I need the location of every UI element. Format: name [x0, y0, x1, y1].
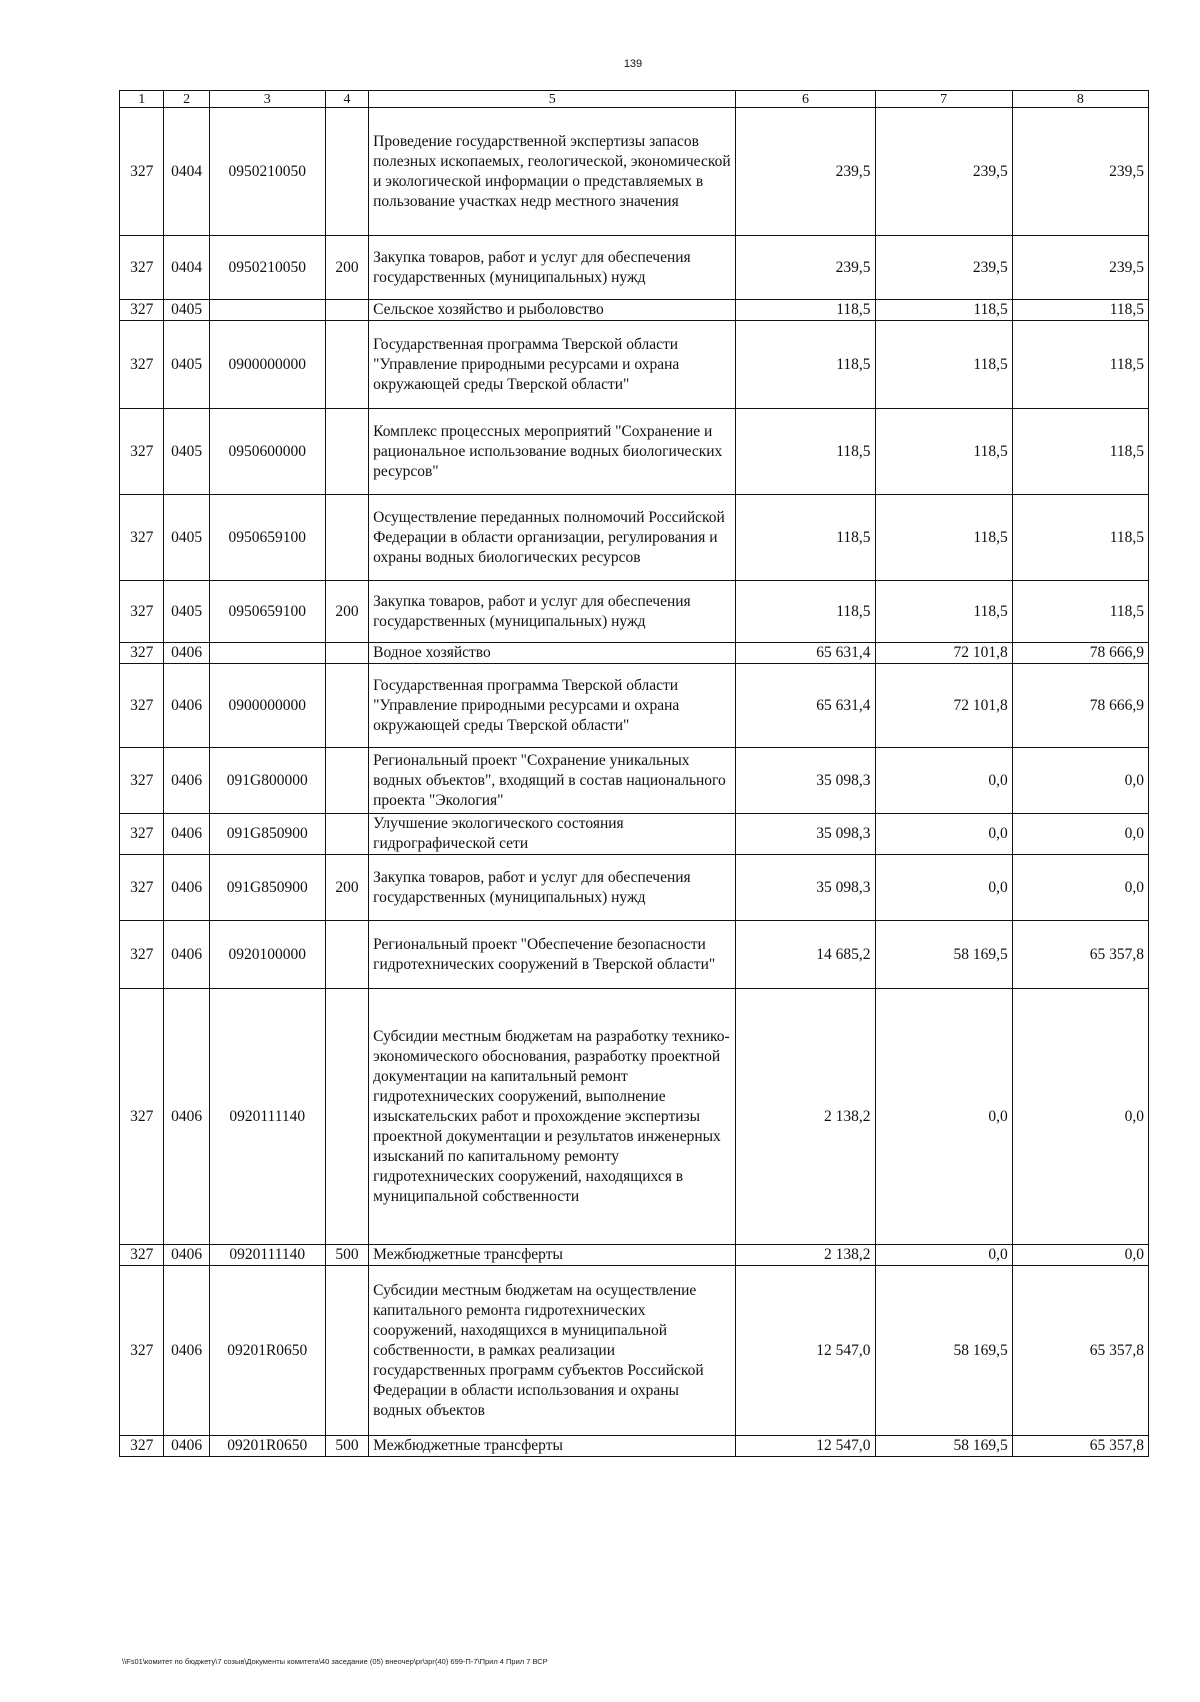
table-row — [120, 814, 1149, 855]
table-row — [120, 236, 1149, 300]
cell-expense-type: 500 — [325, 1436, 368, 1457]
cell-year-3: 65 357,8 — [1012, 921, 1148, 989]
cell-section: 0406 — [164, 921, 209, 989]
cell-target-article: 091G800000 — [209, 748, 325, 814]
cell-year-2: 0,0 — [875, 748, 1012, 814]
cell-ministry: 327 — [120, 664, 164, 748]
cell-section: 0406 — [164, 1436, 209, 1457]
cell-description: Межбюджетные трансферты — [369, 1245, 736, 1266]
cell-ministry: 327 — [120, 1266, 164, 1436]
table-row — [120, 748, 1149, 814]
cell-ministry: 327 — [120, 748, 164, 814]
table-row — [120, 855, 1149, 921]
cell-description: Государственная программа Тверской области "Управление природными ресурсами и охрана окружающей среды Тверской области" — [369, 321, 736, 409]
cell-year-3: 78 666,9 — [1012, 643, 1148, 664]
table-row — [120, 664, 1149, 748]
header-col-5: 5 — [369, 91, 736, 108]
cell-description: Осуществление переданных полномочий Российской Федерации в области организации, регулирования и охраны водных биологических ресурсов — [369, 495, 736, 581]
cell-year-1: 118,5 — [736, 321, 875, 409]
cell-expense-type — [325, 1266, 368, 1436]
cell-expense-type — [325, 108, 368, 236]
table-row — [120, 921, 1149, 989]
cell-description: Региональный проект "Сохранение уникальных водных объектов", входящий в состав национального проекта "Экология" — [369, 748, 736, 814]
cell-year-1: 12 547,0 — [736, 1436, 875, 1457]
cell-description: Субсидии местным бюджетам на осуществление капитального ремонта гидротехнических сооружений, находящихся в муниципальной собственности, в рамках реализации государственных программ субъектов Российской Федерации в области использования и охраны водных объектов — [369, 1266, 736, 1436]
cell-year-2: 58 169,5 — [875, 921, 1012, 989]
cell-ministry: 327 — [120, 921, 164, 989]
cell-expense-type: 200 — [325, 855, 368, 921]
cell-year-3: 118,5 — [1012, 495, 1148, 581]
cell-expense-type — [325, 495, 368, 581]
table-row — [120, 1436, 1149, 1457]
table-row — [120, 300, 1149, 321]
cell-description: Закупка товаров, работ и услуг для обеспечения государственных (муниципальных) нужд — [369, 236, 736, 300]
cell-ministry: 327 — [120, 108, 164, 236]
cell-section: 0404 — [164, 108, 209, 236]
cell-expense-type: 200 — [325, 581, 368, 643]
cell-target-article: 0920111140 — [209, 1245, 325, 1266]
cell-expense-type — [325, 300, 368, 321]
cell-target-article: 0950210050 — [209, 236, 325, 300]
cell-year-3: 118,5 — [1012, 581, 1148, 643]
cell-expense-type — [325, 989, 368, 1245]
cell-year-1: 2 138,2 — [736, 989, 875, 1245]
cell-year-1: 118,5 — [736, 495, 875, 581]
cell-section: 0405 — [164, 581, 209, 643]
cell-year-1: 65 631,4 — [736, 643, 875, 664]
cell-ministry: 327 — [120, 814, 164, 855]
cell-year-1: 35 098,3 — [736, 855, 875, 921]
cell-target-article: 0950600000 — [209, 409, 325, 495]
cell-year-2: 118,5 — [875, 300, 1012, 321]
cell-target-article: 09201R0650 — [209, 1436, 325, 1457]
cell-ministry: 327 — [120, 989, 164, 1245]
cell-year-2: 118,5 — [875, 581, 1012, 643]
cell-year-2: 118,5 — [875, 495, 1012, 581]
cell-section: 0405 — [164, 300, 209, 321]
cell-section: 0406 — [164, 1266, 209, 1436]
cell-description: Закупка товаров, работ и услуг для обеспечения государственных (муниципальных) нужд — [369, 581, 736, 643]
cell-year-1: 239,5 — [736, 236, 875, 300]
cell-target-article: 091G850900 — [209, 814, 325, 855]
cell-target-article: 0900000000 — [209, 664, 325, 748]
cell-year-2: 72 101,8 — [875, 664, 1012, 748]
header-col-3: 3 — [209, 91, 325, 108]
cell-ministry: 327 — [120, 321, 164, 409]
header-col-6: 6 — [736, 91, 875, 108]
cell-section: 0406 — [164, 1245, 209, 1266]
cell-section: 0406 — [164, 855, 209, 921]
table-row — [120, 409, 1149, 495]
cell-expense-type: 200 — [325, 236, 368, 300]
cell-year-3: 118,5 — [1012, 409, 1148, 495]
cell-target-article — [209, 300, 325, 321]
cell-description: Водное хозяйство — [369, 643, 736, 664]
cell-section: 0406 — [164, 989, 209, 1245]
footer-file-path: \\Fs01\комитет по бюджету\7 созыв\Документы комитета\40 заседание (05) внеочер\pr\зрг(40) 699-П-7\Прил 4 Прил 7 ВСР — [122, 1657, 548, 1666]
cell-expense-type — [325, 664, 368, 748]
cell-year-2: 239,5 — [875, 108, 1012, 236]
cell-expense-type: 500 — [325, 1245, 368, 1266]
cell-year-3: 0,0 — [1012, 1245, 1148, 1266]
cell-ministry: 327 — [120, 581, 164, 643]
cell-description: Закупка товаров, работ и услуг для обеспечения государственных (муниципальных) нужд — [369, 855, 736, 921]
cell-year-2: 0,0 — [875, 989, 1012, 1245]
cell-year-1: 35 098,3 — [736, 748, 875, 814]
cell-year-3: 65 357,8 — [1012, 1266, 1148, 1436]
cell-year-2: 72 101,8 — [875, 643, 1012, 664]
cell-section: 0405 — [164, 409, 209, 495]
cell-target-article: 0920100000 — [209, 921, 325, 989]
cell-description: Субсидии местным бюджетам на разработку технико-экономического обоснования, разработку проектной документации на капитальный ремонт гидротехнических сооружений, выполнение изыскательских работ и прохождение экспертизы проектной документации и результатов инженерных изысканий по капитальному ремонту гидротехнических сооружений, находящихся в муниципальной собственности — [369, 989, 736, 1245]
cell-year-1: 2 138,2 — [736, 1245, 875, 1266]
table-header-row — [120, 91, 1149, 108]
cell-year-3: 0,0 — [1012, 855, 1148, 921]
cell-year-2: 0,0 — [875, 814, 1012, 855]
table-row — [120, 108, 1149, 236]
cell-year-3: 0,0 — [1012, 814, 1148, 855]
cell-year-3: 78 666,9 — [1012, 664, 1148, 748]
cell-expense-type — [325, 814, 368, 855]
cell-year-2: 0,0 — [875, 855, 1012, 921]
cell-ministry: 327 — [120, 495, 164, 581]
table-row — [120, 495, 1149, 581]
cell-year-2: 118,5 — [875, 321, 1012, 409]
header-col-2: 2 — [164, 91, 209, 108]
table-row — [120, 321, 1149, 409]
cell-year-1: 118,5 — [736, 409, 875, 495]
cell-year-2: 58 169,5 — [875, 1266, 1012, 1436]
cell-section: 0406 — [164, 814, 209, 855]
cell-target-article: 0950659100 — [209, 581, 325, 643]
cell-year-2: 58 169,5 — [875, 1436, 1012, 1457]
cell-year-1: 65 631,4 — [736, 664, 875, 748]
cell-year-3: 239,5 — [1012, 108, 1148, 236]
page-number: 139 — [623, 58, 643, 70]
cell-expense-type — [325, 643, 368, 664]
cell-description: Сельское хозяйство и рыболовство — [369, 300, 736, 321]
cell-description: Региональный проект "Обеспечение безопасности гидротехнических сооружений в Тверской области" — [369, 921, 736, 989]
cell-year-2: 118,5 — [875, 409, 1012, 495]
cell-target-article: 09201R0650 — [209, 1266, 325, 1436]
cell-year-1: 12 547,0 — [736, 1266, 875, 1436]
cell-section: 0405 — [164, 495, 209, 581]
cell-target-article — [209, 643, 325, 664]
cell-ministry: 327 — [120, 300, 164, 321]
cell-target-article: 091G850900 — [209, 855, 325, 921]
cell-description: Проведение государственной экспертизы запасов полезных ископаемых, геологической, экономической и экологической информации о представляемых в пользование участках недр местного значения — [369, 108, 736, 236]
cell-target-article: 0900000000 — [209, 321, 325, 409]
cell-year-1: 35 098,3 — [736, 814, 875, 855]
cell-year-1: 118,5 — [736, 581, 875, 643]
cell-section: 0406 — [164, 664, 209, 748]
table-row — [120, 989, 1149, 1245]
cell-target-article: 0920111140 — [209, 989, 325, 1245]
cell-description: Государственная программа Тверской области "Управление природными ресурсами и охрана окружающей среды Тверской области" — [369, 664, 736, 748]
header-col-7: 7 — [875, 91, 1012, 108]
cell-year-3: 118,5 — [1012, 300, 1148, 321]
header-col-1: 1 — [120, 91, 164, 108]
cell-expense-type — [325, 321, 368, 409]
cell-ministry: 327 — [120, 855, 164, 921]
cell-ministry: 327 — [120, 643, 164, 664]
cell-section: 0406 — [164, 643, 209, 664]
cell-description: Комплекс процессных мероприятий "Сохранение и рациональное использование водных биологических ресурсов" — [369, 409, 736, 495]
cell-target-article: 0950210050 — [209, 108, 325, 236]
cell-ministry: 327 — [120, 1245, 164, 1266]
cell-ministry: 327 — [120, 1436, 164, 1457]
cell-section: 0404 — [164, 236, 209, 300]
cell-expense-type — [325, 748, 368, 814]
cell-section: 0405 — [164, 321, 209, 409]
cell-year-1: 118,5 — [736, 300, 875, 321]
table-row — [120, 581, 1149, 643]
cell-year-2: 239,5 — [875, 236, 1012, 300]
cell-year-1: 14 685,2 — [736, 921, 875, 989]
header-col-4: 4 — [325, 91, 368, 108]
cell-expense-type — [325, 921, 368, 989]
cell-target-article: 0950659100 — [209, 495, 325, 581]
table-row — [120, 643, 1149, 664]
cell-expense-type — [325, 409, 368, 495]
cell-year-3: 0,0 — [1012, 989, 1148, 1245]
cell-year-3: 0,0 — [1012, 748, 1148, 814]
budget-table — [119, 90, 1149, 1457]
cell-description: Улучшение экологического состояния гидрографической сети — [369, 814, 736, 855]
cell-year-3: 239,5 — [1012, 236, 1148, 300]
cell-description: Межбюджетные трансферты — [369, 1436, 736, 1457]
cell-year-2: 0,0 — [875, 1245, 1012, 1266]
header-col-8: 8 — [1012, 91, 1148, 108]
cell-ministry: 327 — [120, 409, 164, 495]
cell-section: 0406 — [164, 748, 209, 814]
table-row — [120, 1266, 1149, 1436]
cell-ministry: 327 — [120, 236, 164, 300]
table-row — [120, 1245, 1149, 1266]
cell-year-1: 239,5 — [736, 108, 875, 236]
cell-year-3: 118,5 — [1012, 321, 1148, 409]
cell-year-3: 65 357,8 — [1012, 1436, 1148, 1457]
